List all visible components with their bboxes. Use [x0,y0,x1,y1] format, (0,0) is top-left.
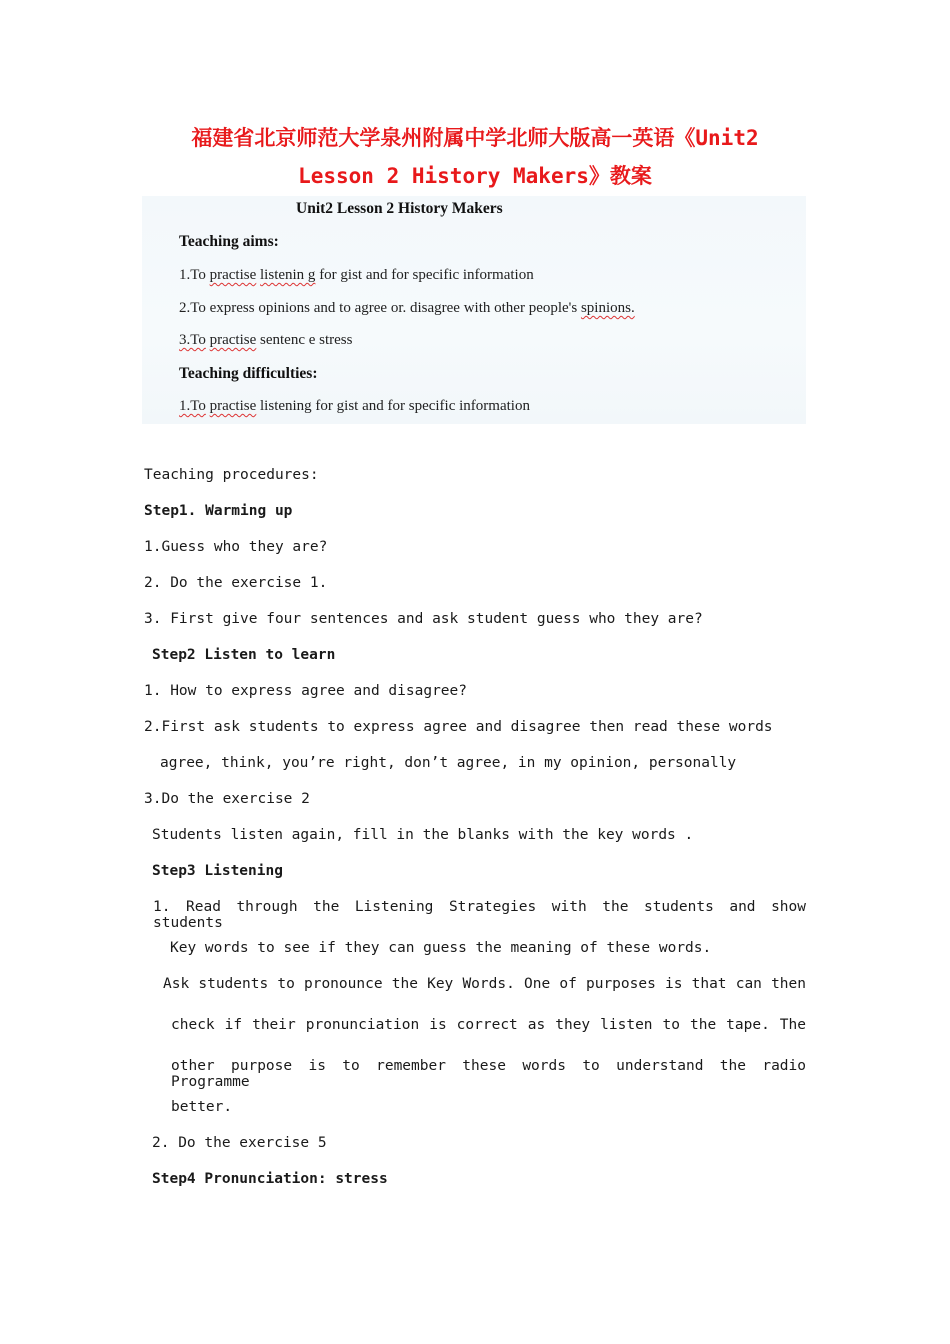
step3-item-1-line4: check if their pronunciation is correct as they listen to the tape. The [171,1017,806,1033]
step3-item-1-line5: other purpose is to remember these words to understand the radio Programme [171,1058,806,1090]
step2-word-list: agree, think, you’re right, don’t agree, in my opinion, personally [160,755,737,771]
teaching-aims-label: Teaching aims: [179,233,279,250]
difficulty-1 [179,398,530,415]
step3-heading: Step3 Listening [152,863,283,879]
aim-1-rest: for gist and for specific information [315,267,534,283]
aim-2-prefix: 2.To express opinions and to agree or [179,300,403,316]
difficulty-1-rest: listening for gist and for specific information [256,398,530,414]
aim-1-word-practise: practise [209,267,257,283]
document-title-line1: 福建省北京师范大学泉州附属中学北师大版高一英语《Unit2 [191,126,759,150]
aim-2 [179,300,635,317]
step2-item-2: 2.First ask students to express agree and disagree then read these words [144,719,773,735]
step3-item-1-line3: Ask students to pronounce the Key Words. One of purposes is that can then [163,976,806,992]
aim-3-rest: sentenc e stress [256,332,353,348]
aim-1-prefix: 1.To [179,267,210,283]
difficulty-1-word-practise: practise [209,398,257,414]
document-title-line2: Lesson 2 History Makers》教案 [298,164,652,188]
teaching-difficulties-label: Teaching difficulties: [179,365,318,382]
aim-3-prefix: 3.To [179,332,206,348]
step3-item-1-line1: 1. Read through the Listening Strategies with the students and show students [153,899,806,931]
aim-3 [179,332,352,349]
step2-item-3: 3.Do the exercise 2 [144,791,310,807]
step1-item-1: 1.Guess who they are? [144,539,328,555]
step2-item-4: Students listen again, fill in the blanks with the key words . [152,827,694,843]
step3-item-2: 2. Do the exercise 5 [152,1135,327,1151]
step1-item-2: 2. Do the exercise 1. [144,575,328,591]
teaching-procedures-heading: Teaching procedures: [144,467,319,483]
step3-item-1-line2: Key words to see if they can guess the meaning of these words. [170,940,712,956]
step1-item-3: 3. First give four sentences and ask student guess who they are? [144,611,703,627]
step2-heading: Step2 Listen to learn [152,647,336,663]
step4-heading: Step4 Pronunciation: stress [152,1171,388,1187]
step1-heading: Step1. Warming up [144,503,293,519]
aim-3-word-practise: practise [209,332,257,348]
aim-2-word-spinions: spinions. [580,300,635,316]
aim-1 [179,267,534,284]
box-heading: Unit2 Lesson 2 History Makers [296,200,503,217]
aim-2-middle: . disagree with other people's [402,300,581,316]
aim-1-word-listening: listenin g [260,267,316,283]
teaching-aims-box [142,196,806,424]
step2-item-1: 1. How to express agree and disagree? [144,683,468,699]
difficulty-1-prefix: 1.To [179,398,206,414]
step3-item-1-line6: better. [171,1099,233,1115]
